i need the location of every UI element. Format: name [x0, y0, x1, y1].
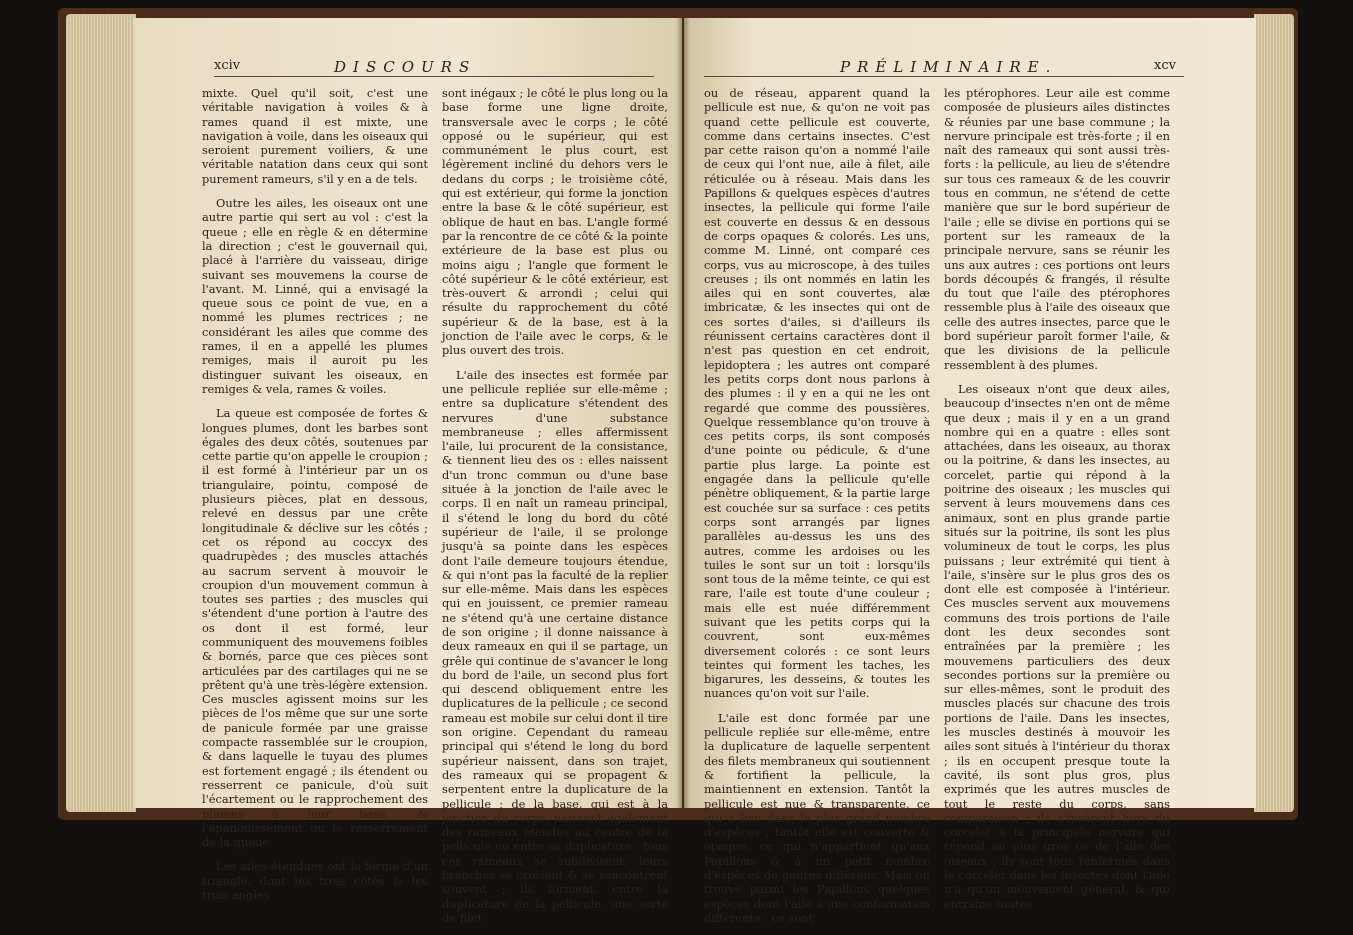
paragraph: sont inégaux ; le côté le plus long ou la base forme une ligne droite, transversale avec le corps ; le côté opposé ou le supérieur, qui est communément le plus court, est légèrement incliné du dehors vers le dedans du corps ; le troisième côté, qui est extérieur, qui forme la jonction entre la base & le côté supérieur, est oblique de haut en bas. L'angle formé par la rencontre de ce côté & la pointe extérieure de la base est plus ou moins aigu ; l'angle que forment le côté supérieur & le côté extérieur, est très-ouvert & arrondi ; celui qui résulte du rapprochement du côté supérieur & de la base, est à la jonction de l'aile avec le corps, & le plus ouvert des trois. — [442, 86, 668, 358]
left-column-1 — [202, 86, 428, 912]
page-edges-left — [66, 14, 136, 812]
paragraph: La queue est composée de fortes & longues plumes, dont les barbes sont égales des deux côtés, soutenues par cette partie qu'on appelle le croupion ; il est formé à l'intérieur par un os triangulaire, pointu, composé de plusieurs pièces, plat en dessous, relevé en dessus par une crête longitudinale & déclive sur les côtés ; cet os répond au coccyx des quadrupèdes ; des muscles attachés au sacrum servent à mouvoir le croupion d'un mouvement commun à toutes ses parties ; des muscles qui s'étendent d'une portion à l'autre des os dont il est formé, leur communiquent des mouvemens foibles & bornés, parce que ces pièces sont articulées par des cartilages qui ne se prêtent qu'à une très-légère extension. Ces muscles agissent moins sur les pièces de l'os même que sur une sorte de panicule formée par une graisse compacte rassemblée sur le croupion, & dans laquelle le tuyau des plumes est fortement engagé ; ils étendent ou resserrent ce panicule, d'où suit l'écartement ou le rapprochement des plumes à leur base, & l'épanouissement ou le resserrement de la queue. — [202, 406, 428, 850]
book-gutter — [676, 18, 690, 808]
paragraph: mixte. Quel qu'il soit, c'est une véritable navigation à voiles & à rames quand il est mixte, une navigation à voile, dans les oiseaux qui seroient purement voiliers, & une véritable natation dans ceux qui sont purement rameurs, s'il y en a de tels. — [202, 86, 428, 186]
paragraph: Les ailes étendues ont la forme d'un triangle, dont les trois côtés & les trois angles — [202, 859, 428, 903]
right-page — [684, 18, 1256, 925]
left-running-head: DISCOURS — [334, 58, 477, 76]
left-page — [134, 18, 682, 925]
left-column-2 — [442, 86, 668, 935]
paragraph: les ptérophores. Leur aile est comme composée de plusieurs ailes distinctes & réunies par une base commune ; la nervure principale est très-forte ; il en naît des rameaux qui sont aussi très-forts : la pellicule, au lieu de s'étendre sur tous ces rameaux & de les couvrir tous en commun, ne s'étend de cette manière que sur le bord supérieur de l'aile ; elle se divise en portions qui se portent sur les rameaux de la principale nervure, sans se réunir les uns aux autres : ces portions ont leurs bords découpés & frangés, il résulte du tout que l'aile des ptérophores ressemble plus à l'aile des oiseaux que celle des autres insectes, parce que le bord supérieur paroît former l'aile, & que les divisions de la pellicule ressemblent à des plumes. — [944, 86, 1170, 372]
right-header-rule — [704, 76, 1184, 77]
right-page-number: xcv — [1154, 58, 1176, 73]
left-page-number: xciv — [214, 58, 241, 73]
paragraph: Les oiseaux n'ont que deux ailes, beaucoup d'insectes n'en ont de même que deux ; mais il y en a un grand nombre qui en a quatre : elles sont attachées, dans les oiseaux, au thorax ou la poitrine, & dans les insectes, au corcelet, partie qui répond à la poitrine des oiseaux ; les muscles qui servent à leurs mouvemens dans ces animaux, sont en plus grande partie situés sur la poitrine, ils sont les plus volumineux de tout le corps, les plus puissans ; leur extrémité qui tient à l'aile, s'insère sur le plus gros des os dont elle est composée à l'intérieur. Ces muscles servent aux mouvemens communs des trois portions de l'aile dont les deux secondes sont entraînées par la première ; les mouvemens particuliers des deux secondes portions sur la première ou sur elles-mêmes, sont le produit des muscles placés sur chacune des trois portions de l'aile. Dans les insectes, les muscles destinés à mouvoir les ailes sont situés à l'intérieur du thorax ; ils en occupent presque toute la cavité, ils sont plus gros, plus exprimés que les autres muscles de tout le reste du corps, sans comparaison ; ils s'insèrent hors du corcelet à la principale nervure qui répond au plus gros os de l'aile des oiseaux ; ils sont tous renfermés dans le corcelet dans les insectes dont l'aile n'a qu'un mouvement général, & qui entraîne toutes — [944, 381, 1170, 911]
paragraph: L'aile est donc formée par une pellicule repliée sur elle-même, entre la duplicature de laquelle serpentent des filets membraneux qui soutiennent & fortifient la pellicule, la maintiennent en extension. Tantôt la pellicule est nue & transparente, ce qui a lieu dans le plus grand nombre d'espèces ; tantôt elle est couverte & opaque, ce qui n'appartient qu'aux Papillons & à un petit nombre d'espèces de genres différens. Mais on trouve parmi les Papillons quelques espèces dont l'aile a une conformation différente ; ce sont — [704, 710, 930, 925]
paragraph: L'aile des insectes est formée par une pellicule repliée sur elle-même ; entre sa duplicature s'étendent des nervures d'une substance membraneuse ; elles affermissent l'aile, lui procurent de la consistance, & tiennent lieu des os : elles naissent d'un tronc commun ou d'une base située à la jonction de l'aile avec le corps. Il en naît un rameau principal, il s'étend le long du bord du côté supérieur de l'aile, il se prolonge jusqu'à sa pointe dans les espèces dont l'aile demeure toujours étendue, & qui n'ont pas la faculté de la replier sur elle-même. Mais dans les espèces qui en jouissent, ce premier rameau ne s'étend qu'à une certaine distance de son origine ; il donne naissance à deux rameaux en qui il se partage, un grêle qui continue de s'avancer le long du bord de l'aile, un second plus fort qui descend obliquement entre les duplicatures de la pellicule ; ce second rameau est mobile sur celui dont il tire son origine. Cependant du rameau principal qui s'étend le long du bord supérieur naissent, dans son trajet, des rameaux qui se propagent & serpentent entre la duplicature de la pellicule ; de la base, qui est à la jonction du corps, naissent également des rameaux étendus au centre de la pellicule ou entre sa duplicature ; tous ces rameaux se subdivisent, leurs branches se croisent & se rencontrent souvent ; ils forment, entre la duplicature de la pellicule, une sorte de filet — [442, 367, 668, 925]
right-running-head: PRÉLIMINAIRE. — [840, 58, 1058, 76]
left-header-rule — [214, 76, 654, 77]
right-column-2 — [944, 86, 1170, 921]
right-column-1 — [704, 86, 930, 935]
page-edges-right — [1254, 14, 1294, 812]
paragraph: ou de réseau, apparent quand la pellicule est nue, & qu'on ne voit pas quand cette pellicule est couverte, comme dans certains insectes. C'est par cette raison qu'on a nommé l'aile de ceux qui l'ont nue, aile à filet, aile réticulée ou à réseau. Mais dans les Papillons & quelques espèces d'autres insectes, la pellicule qui forme l'aile est couverte en dessus & en dessous de corps opaques & colorés. Les uns, comme M. Linné, ont comparé ces corps, vus au microscope, à des tuiles creuses ; ils ont nommés en latin les ailes qui en sont couvertes, alæ imbricatæ, & les insectes qui ont de ces sortes d'ailes, si d'ailleurs ils réunissent certains caractères dont il n'est pas question en cet endroit, lepidoptera ; les autres ont comparé les petits corps dont nous parlons à des plumes : il y en a qui ne les ont regardé que comme des poussières. Quelque ressemblance qu'on trouve à ces petits corps, ils sont composés d'une pointe ou pédicule, & d'une partie plus large. La pointe est engagée dans la pellicule qu'elle pénètre obliquement, & la partie large est couchée sur sa surface : ces petits corps sont arrangés par lignes parallèles au-dessus les uns des autres, comme les ardoises ou les tuiles le sont sur un toit : lorsqu'ils sont tous de la même teinte, ce qui est rare, l'aile est toute d'une couleur ; mais elle est nuée différemment suivant que les petits corps qui la couvrent, sont eux-mêmes diversement colorés : ce sont leurs teintes qui forment les taches, les bigarures, les desseins, & toutes les nuances qu'on voit sur l'aile. — [704, 86, 930, 701]
paragraph: Outre les ailes, les oiseaux ont une autre partie qui sert au vol : c'est la queue ; elle en règle & en détermine la direction ; c'est le gouvernail qui, placé à l'arrière du vaisseau, dirige suivant ses mouvemens la course de l'avant. M. Linné, qui a envisagé la queue sous ce point de vue, en a nommé les plumes rectrices ; ne considérant les ailes que comme des rames, il en a appellé les plumes remiges, mais il auroit pu les distinguer suivant les oiseaux, en remiges & vela, rames & voiles. — [202, 196, 428, 396]
